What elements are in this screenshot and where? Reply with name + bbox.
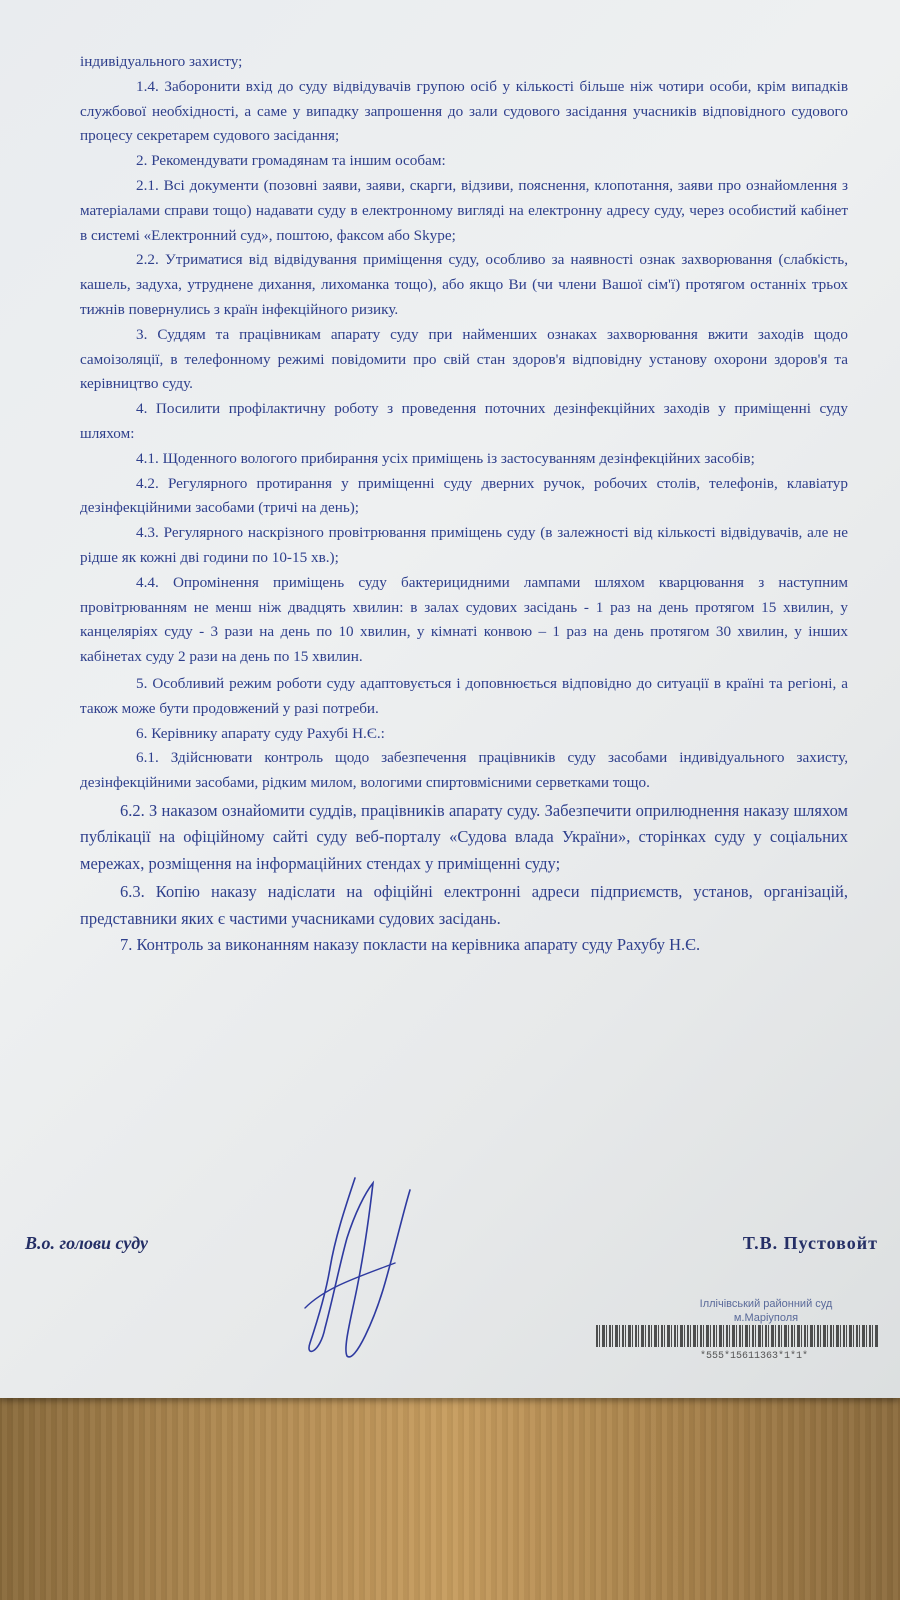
paragraph-4-4: 4.4. Опромінення приміщень суду бактерицидними лампами шляхом кварцювання з наступним провітрюванням не менш ніж двадцять хвилин: в залах судових засідань - 1 раз на день протягом 15 хвилин, у канцеляріях суду - 3 рази на день по 10 хвилин, у кімнаті конвою – 1 раз на день протягом 30 хвилин, у інших кабінетах суду 2 рази на день по 15 хвилин. [80, 573, 848, 666]
paragraph-1-4: 1.4. Заборонити вхід до суду відвідувачів групою осіб у кількості більше ніж чотири особи, крім випадків службової необхідності, а саме у випадку запрошення до зали судового засідання учасників відповідного судового процесу секретарем судового засідання; [80, 77, 848, 145]
paragraph-4: 4. Посилити профілактичну роботу з проведення поточних дезінфекційних заходів у приміщенні суду шляхом: [80, 400, 848, 442]
paragraph-6: 6. Керівнику апарату суду Рахубі Н.Є.: [136, 724, 385, 742]
paragraph-2-1: 2.1. Всі документи (позовні заяви, заяви, скарги, відзиви, пояснення, клопотання, заяви про ознайомлення з матеріалами справи тощо) надавати суду в електронному вигляді на електронну адресу суду, через особистий кабінет в системі «Електронний суд», поштою, факсом або Skype; [80, 176, 848, 244]
paragraph-6-2: 6.2. З наказом ознайомити суддів, працівників апарату суду. Забезпечити оприлюднення наказу шляхом публікації на офіційному сайті суду веб-порталу «Судова влада України», сторінках суду у соціальних мережах, розміщення на інформаційних стендах у приміщенні суду; [80, 800, 848, 873]
paragraph-6-1: 6.1. Здійснювати контроль щодо забезпечення працівників суду засобами індивідуального захисту, дезінфекційними засобами, рідким милом, вологими спиртовмісними серветками тощо. [80, 749, 848, 792]
desk-surface [0, 1395, 900, 1600]
document-body [80, 50, 848, 959]
paragraph-7: 7. Контроль за виконанням наказу покласти на керівника апарату суду Рахубу Н.Є. [120, 935, 701, 955]
paragraph-2: 2. Рекомендувати громадянам та іншим особам: [136, 152, 446, 170]
barcode-number: *555*15611363*1*1* [700, 1351, 809, 1362]
paragraph-4-1: 4.1. Щоденного вологого прибирання усіх приміщень із застосуванням дезінфекційних засобів; [136, 449, 755, 467]
barcode [596, 1325, 878, 1347]
handwritten-signature [285, 1168, 435, 1368]
paragraph-4-3: 4.3. Регулярного наскрізного провітрювання приміщень суду (в залежності від кількості відвідувачів, але не рідше як кожні дві години по 10-15 хв.); [80, 524, 848, 566]
court-stamp-line1: Іллічівський районний суд [699, 1298, 833, 1310]
paragraph-6-3: 6.3. Копію наказу надіслати на офіційні електронні адреси підприємств, установ, організацій, представники яких є частими учасниками судових засідань. [80, 882, 848, 928]
signatory-name: Т.В. Пустовойт [742, 1233, 878, 1253]
paragraph-4-2: 4.2. Регулярного протирання у приміщенні суду дверних ручок, робочих столів, телефонів, клавіатур дезінфекційними засобами (тричі на день); [80, 474, 848, 517]
paragraph-3: 3. Суддям та працівникам апарату суду при найменших ознаках захворювання вжити заходів щодо самоізоляції, в телефонному режимі повідомити про свій стан здоров'я відповідну установу охорони здоров'я та керівництво суду. [80, 325, 848, 393]
signatory-title: В.о. голови суду [25, 1233, 148, 1253]
paragraph-2-2: 2.2. Утриматися від відвідування приміщення суду, особливо за наявності ознак захворювання (слабкість, кашель, задуха, утруднене дихання, лихоманка тощо), або якщо Ви (чи члени Вашої сім'ї) протягом останніх трьох тижнів повернулись з країн інфекційного ризику. [80, 251, 848, 318]
paragraph-5: 5. Особливий режим роботи суду адаптовується і доповнюється відповідно до ситуації в країні та регіоні, а також може бути продовжений у разі потреби. [80, 674, 848, 717]
paragraph-intro-tail: індивідуального захисту; [80, 53, 243, 70]
court-stamp-line2: м.Маріуполя [733, 1312, 799, 1324]
